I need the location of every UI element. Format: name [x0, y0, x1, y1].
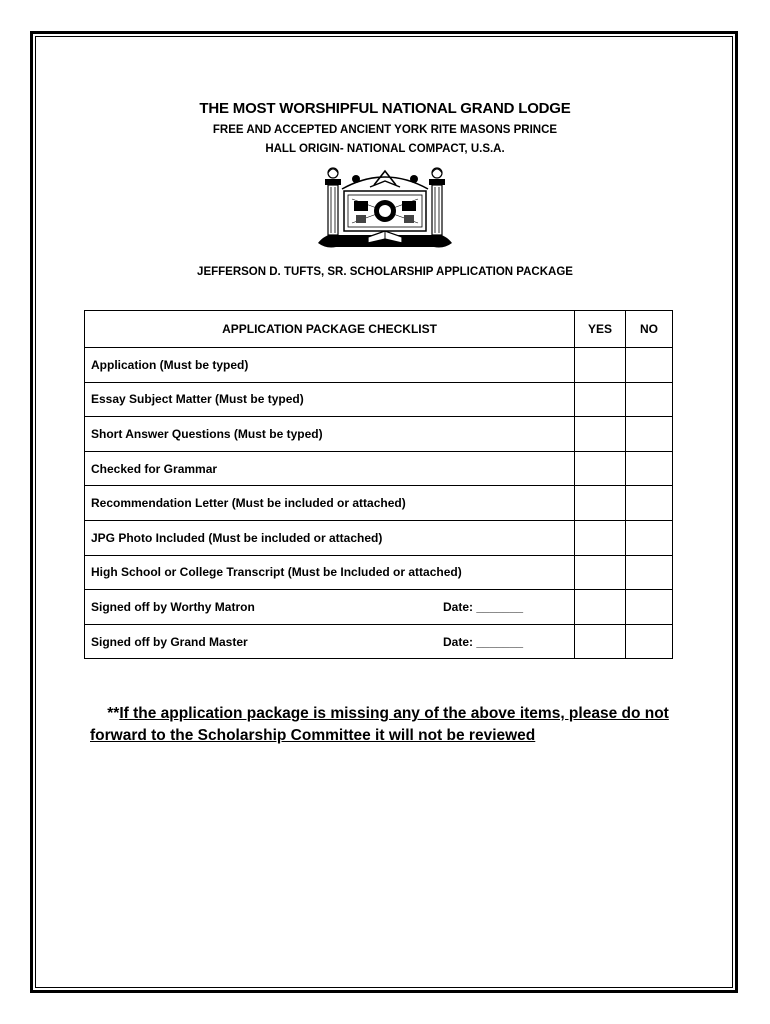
table-row [85, 417, 673, 452]
header-yes: YES [575, 311, 626, 348]
no-checkbox-cell[interactable] [626, 382, 673, 417]
footer-warning-note [90, 703, 690, 747]
row-date: Date: _______ [443, 599, 524, 614]
row-label: JPG Photo Included (Must be included or attached) [91, 530, 383, 545]
yes-checkbox-cell[interactable] [575, 486, 626, 521]
row-label: Short Answer Questions (Must be typed) [91, 426, 323, 441]
footer-note-text: If the application package is missing any of the above items, please do not forward to the Scholarship Committee it will not be reviewed [90, 705, 669, 744]
header-checklist: APPLICATION PACKAGE CHECKLIST [85, 311, 575, 348]
table-row [85, 451, 673, 486]
table-row [85, 555, 673, 590]
no-checkbox-cell[interactable] [626, 417, 673, 452]
no-checkbox-cell[interactable] [626, 486, 673, 521]
header-no: NO [626, 311, 673, 348]
row-label-cell [85, 451, 575, 486]
row-label: Checked for Grammar [91, 461, 218, 476]
yes-checkbox-cell[interactable] [575, 417, 626, 452]
yes-checkbox-cell[interactable] [575, 590, 626, 625]
row-label-cell [85, 590, 575, 625]
table-row [85, 382, 673, 417]
table-row [85, 520, 673, 555]
footer-prefix: ** [107, 705, 120, 722]
no-checkbox-cell[interactable] [626, 348, 673, 383]
row-label: Signed off by Worthy Matron [91, 599, 255, 614]
row-label-cell [85, 417, 575, 452]
yes-checkbox-cell[interactable] [575, 520, 626, 555]
row-label-cell [85, 555, 575, 590]
no-checkbox-cell[interactable] [626, 451, 673, 486]
yes-checkbox-cell[interactable] [575, 451, 626, 486]
table-row [85, 486, 673, 521]
row-label: Recommendation Letter (Must be included or attached) [91, 496, 406, 511]
document-subtitle-line2: HALL ORIGIN- NATIONAL COMPACT, U.S.A. [265, 143, 505, 155]
table-row [85, 348, 673, 383]
no-checkbox-cell[interactable] [626, 590, 673, 625]
no-checkbox-cell[interactable] [626, 520, 673, 555]
row-label-cell [85, 520, 575, 555]
row-label: High School or College Transcript (Must be Included or attached) [91, 565, 462, 580]
row-label: Signed off by Grand Master [91, 634, 248, 649]
yes-checkbox-cell[interactable] [575, 382, 626, 417]
row-label-cell [85, 382, 575, 417]
document-subtitle-line1: FREE AND ACCEPTED ANCIENT YORK RITE MASONS PRINCE [212, 124, 558, 136]
table-header-row [85, 311, 673, 348]
row-label-cell [85, 486, 575, 521]
yes-checkbox-cell[interactable] [575, 555, 626, 590]
document-title: THE MOST WORSHIPFUL NATIONAL GRAND LODGE [199, 100, 571, 117]
row-date: Date: _______ [443, 634, 524, 649]
yes-checkbox-cell[interactable] [575, 348, 626, 383]
no-checkbox-cell[interactable] [626, 555, 673, 590]
row-label: Application (Must be typed) [91, 357, 249, 372]
row-label: Essay Subject Matter (Must be typed) [91, 392, 304, 407]
table-row [85, 590, 673, 625]
application-checklist-table [84, 310, 673, 659]
yes-checkbox-cell[interactable] [575, 624, 626, 659]
package-title: JEFFERSON D. TUFTS, SR. SCHOLARSHIP APPLICATION PACKAGE [197, 266, 573, 278]
row-label-cell [85, 348, 575, 383]
no-checkbox-cell[interactable] [626, 624, 673, 659]
masonic-lodge-emblem-icon [316, 163, 454, 251]
row-label-cell [85, 624, 575, 659]
table-row [85, 624, 673, 659]
